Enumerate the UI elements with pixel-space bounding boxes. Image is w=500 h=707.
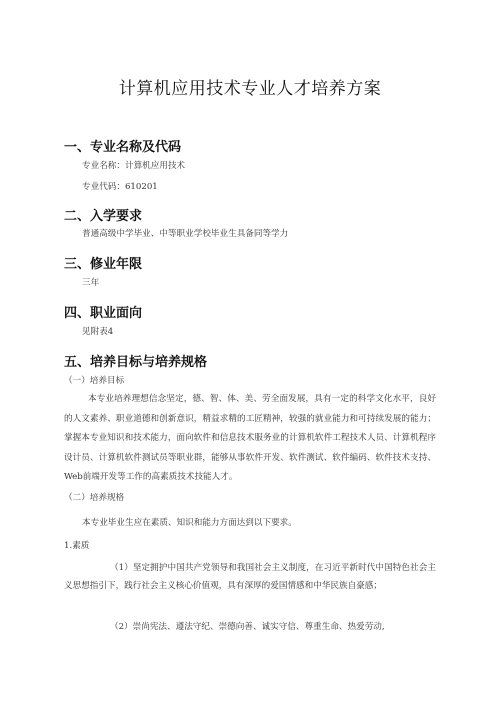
section-4-heading: 四、职业面向 [64,306,143,321]
subsection-goal-label: （一）培养目标 [64,376,125,386]
section-3-heading: 三、修业年限 [64,257,143,272]
section-1-heading: 一、专业名称及代码 [64,140,182,155]
section-5-heading: 五、培养目标与培养规格 [64,355,208,370]
goal-paragraph: 本专业培养理想信念坚定，德、智、体、美、劳全面发展，具有一定的科学文化水平，良好的人文素养、职业道德和创新意识，精益求精的工匠精神，较强的就业能力和可持续发展的能力；掌握本专业知识和技术能力，面向软件和信息技术服务业的计算机软件工程技术人员、计算机程序设计员、计算机软件测试员等职业群，能够从事软件开发、软件测试、软件编码、软件技术支持、Web前端开发等工作的高素质技术技能人才。 [64,394,436,482]
quality-label: 1.素质 [64,541,90,551]
spec-intro-text: 本专业毕业生应在素质、知识和能力方面达到以下要求。 [82,518,297,528]
career-text: 见附表4 [82,327,114,337]
quality-item-1: （1）坚定拥护中国共产党领导和我国社会主义制度，在习近平新时代中国特色社会主义思想指引下，践行社会主义核心价值观，具有深厚的爱国情感和中华民族自豪感； [64,563,436,591]
major-name-line: 专业名称：计算机应用技术 [82,161,186,171]
duration-text: 三年 [82,278,100,288]
document-title: 计算机应用技术专业人才培养方案 [118,79,382,99]
major-code-line: 专业代码：610201 [82,182,158,192]
subsection-spec-label: （二）培养规格 [64,493,125,503]
quality-item-2: （2）崇尚宪法、遵法守纪、崇德向善、诚实守信、尊重生命、热爱劳动, [110,622,385,632]
admission-text: 普通高级中学毕业、中等职业学校毕业生具备同等学力 [82,229,289,239]
section-2-heading: 二、入学要求 [64,209,143,224]
